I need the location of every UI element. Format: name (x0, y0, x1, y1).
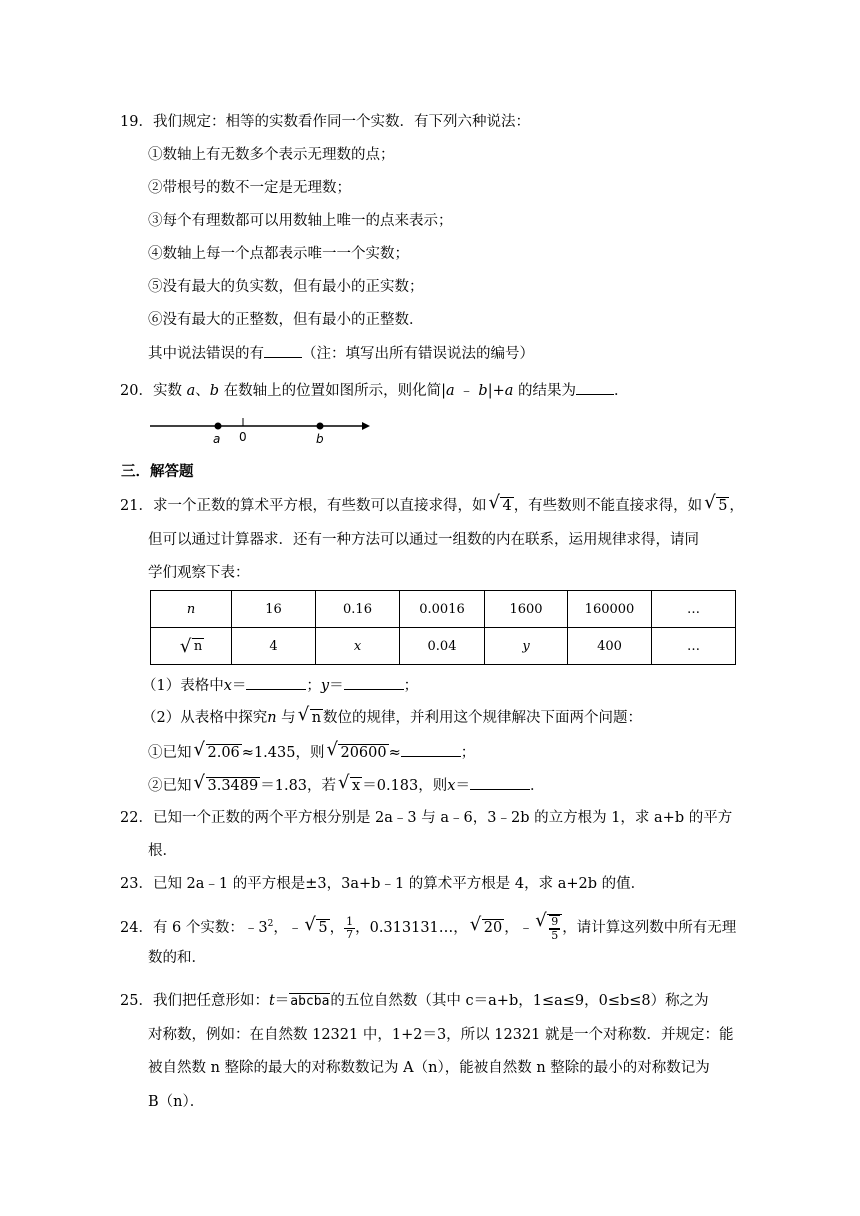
fraction-1-7: $\frac{1}{7}$ (346, 914, 354, 941)
sqrt-20: √ 20 (470, 918, 504, 938)
q21-l1b: ，有些数则不能直接求得，如 (513, 498, 703, 514)
table-cell: 16 (232, 591, 316, 628)
q20-text2: |+ (487, 383, 505, 399)
q20-text1: 在数轴上的位置如图所示，则化简| (219, 383, 447, 399)
table-cell: x (316, 628, 400, 665)
q19-item-1: ①数轴上有无数多个表示无理数的点； (148, 147, 395, 163)
var-a: a (504, 383, 514, 399)
q20-text3: 的结果为 (513, 383, 576, 399)
q24-line1: 24．有 6 个实数：$﹣3^2$，﹣√ 5 ， $\frac{1}{7}$ ，0.313131…，√ 20 ，﹣ √ $\frac{9}{5}$ ，请计算这列数中所有无理 (120, 914, 736, 942)
table-cell: … (652, 628, 736, 665)
table-cell: 0.04 (400, 628, 485, 665)
q19-item-4: ④数轴上每一个点都表示唯一一个实数； (148, 246, 409, 262)
q21-part2: （2）从表格中探究n 与√ n 数位的规律，并利用这个规律解决下面两个问题： (142, 708, 642, 728)
q20-end: ． (614, 383, 629, 399)
sqrt-5: √ 5 (704, 496, 729, 516)
q21-l1a: 21．求一个正数的算术平方根，有些数可以直接求得，如 (120, 498, 487, 514)
number-line-arrow (362, 422, 370, 430)
q21-sub2: ②已知√ 3.3489 ＝1.83，若√ x ＝0.183，则x＝ ． (148, 775, 544, 796)
sqrt-5: √ 5 (304, 918, 329, 938)
q21-line2: 但可以通过计算器求．还有一种方法可以通过一组数的内在联系，运用规律求得，请同 (148, 532, 699, 548)
q20-sep: 、 (195, 383, 210, 399)
q19-ask-pre: 其中说法错误的有 (148, 346, 264, 362)
q25-line3: 被自然数 n 整除的最大的对称数数记为 A（n），能被自然数 n 整除的最小的对称数记为 (148, 1060, 710, 1076)
table-cell: 0.0016 (400, 591, 485, 628)
q19-item-3: ③每个有理数都可以用数轴上唯一的点来表示； (148, 213, 453, 229)
q21-sub1: ①已知√ 2.06 ≈1.435，则√ 20600 ≈ ； (148, 742, 475, 763)
label-b: b (316, 432, 324, 446)
sqrt-n: √ n (298, 708, 323, 728)
q19-stem: 19．我们规定：相等的实数看作同一个实数．有下列六种说法： (120, 114, 530, 130)
sqrt-x: √ x (338, 776, 362, 796)
q22-line2: 根． (148, 843, 177, 859)
label-0: 0 (239, 430, 247, 444)
table-cell: y (485, 628, 568, 665)
table-cell: 1600 (485, 591, 568, 628)
answer-y-blank[interactable] (344, 675, 404, 690)
answer-sqrt-20600-blank[interactable] (401, 742, 461, 757)
q20-answer-blank[interactable] (576, 380, 614, 395)
answer-x2-blank[interactable] (470, 775, 530, 790)
var-b: b (478, 383, 488, 399)
table-cell: 4 (232, 628, 316, 665)
sqrt-4: √ 4 (488, 496, 513, 516)
q21-line3: 学们观察下表： (148, 565, 250, 581)
overline-abcba: abcba (290, 994, 330, 1009)
q19-item-2: ②带根号的数不一定是无理数； (148, 180, 351, 196)
q19-question (148, 343, 534, 364)
q21-l1c: ， (729, 498, 744, 514)
q19-answer-blank[interactable] (264, 343, 302, 358)
q25-line4: B（n）． (148, 1094, 205, 1110)
sqrt-3.3489: √ 3.3489 (194, 776, 261, 796)
q25-line1: 25．我们把任意形如：t＝abcba的五位自然数（其中 c＝a+b，1≤a≤9，0≤b≤8）称之为 (120, 993, 709, 1009)
var-a: a (186, 383, 196, 399)
table-cell: 400 (568, 628, 652, 665)
sqrt-n: √ n (180, 639, 204, 654)
table-cell: 160000 (568, 591, 652, 628)
q24-line2: 数的和． (148, 950, 206, 966)
q20-minus: ﹣ (454, 383, 479, 399)
q19-item-6: ⑥没有最大的正整数，但有最小的正整数． (148, 312, 424, 328)
table-cell (151, 628, 232, 665)
q19-ask-post: （注：填写出所有错误说法的编号） (302, 346, 534, 362)
var-b: b (209, 383, 220, 399)
point-a (215, 423, 222, 430)
section-heading: 三．解答题 (121, 463, 194, 480)
point-b (317, 423, 324, 430)
q21-part1: （1）表格中x＝ ；y＝ ； (142, 675, 418, 696)
q21-line1 (120, 496, 744, 516)
table-row (151, 628, 736, 665)
q20-stem (120, 380, 629, 401)
sqrt-9-5: √ $\frac{9}{5}$ (535, 914, 562, 942)
table-cell: … (652, 591, 736, 628)
answer-x-blank[interactable] (246, 675, 306, 690)
q19-item-5: ⑤没有最大的负实数，但有最小的正实数； (148, 279, 424, 295)
table-row (151, 591, 736, 628)
q22-line1: 22．已知一个正数的两个平方根分别是 2a﹣3 与 a﹣6，3﹣2b 的立方根为 1，求 a+b 的平方 (120, 810, 733, 826)
data-table (150, 590, 736, 665)
sqrt-2.06: √ 2.06 (194, 743, 242, 763)
var-a: a (446, 383, 455, 399)
q23: 23．已知 2a﹣1 的平方根是±3，3a+b﹣1 的算术平方根是 4，求 a+2b 的值． (120, 876, 646, 892)
table-cell: 0.16 (316, 591, 400, 628)
label-a: a (213, 432, 221, 446)
q25-line2: 对称数，例如：在自然数 12321 中，1+2＝3，所以 12321 就是一个对称数．并规定：能 (148, 1027, 734, 1043)
sqrt-20600: √ 20600 (326, 743, 388, 763)
q20-num: 20．实数 (120, 383, 182, 399)
number-line-figure (148, 412, 373, 446)
table-cell: n (151, 591, 232, 628)
